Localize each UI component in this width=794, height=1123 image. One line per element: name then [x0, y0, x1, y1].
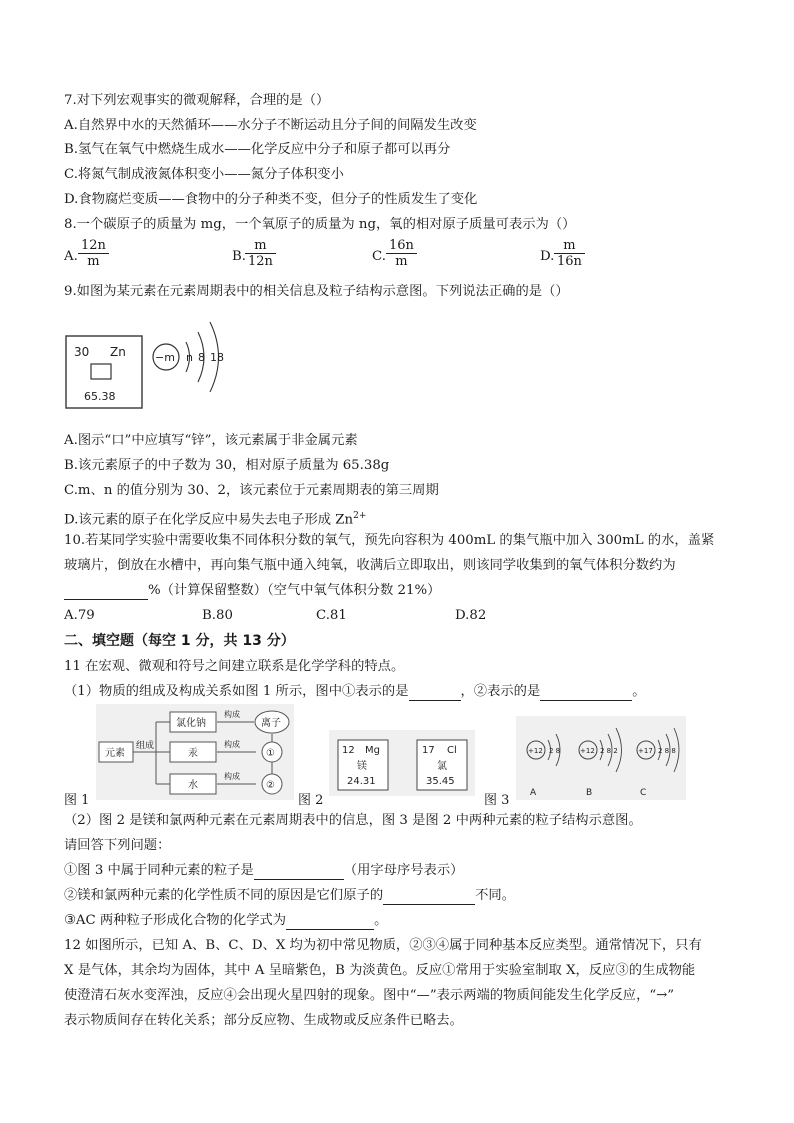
fig1-water-label: 水 — [188, 780, 198, 791]
q8-c-denominator: m — [395, 254, 408, 269]
fig2-mg-mass: 24.31 — [347, 776, 376, 787]
q8-option-d-label: D. — [540, 249, 555, 264]
fig2-mg-number: 12 — [342, 745, 355, 756]
figure-2-caption: 图 2 — [298, 793, 324, 808]
q11-blank-4[interactable] — [383, 890, 475, 905]
q8-option-a-label: A. — [64, 249, 78, 264]
q7-stem: 7.对下列宏观事实的微观解释，合理的是（） — [64, 93, 330, 108]
q11-sub2-text-a: ②镁和氯两种元素的化学性质不同的原因是它们原子的 — [64, 888, 384, 903]
q9-option-d-text: D.该元素的原子在化学反应中易失去电子形成 Zn — [64, 512, 354, 528]
q9-atomic-mass: 65.38 — [84, 390, 116, 403]
q11-stem: 11 在宏观、微观和符号之间建立联系是化学学科的特点。 — [64, 659, 405, 674]
q9-option-d — [64, 507, 366, 529]
q8-option-b-label: B. — [232, 249, 246, 264]
q11-part1-text-c: 。 — [632, 684, 646, 699]
q11-blank-1[interactable] — [409, 686, 461, 701]
q9-name-blank-box — [91, 364, 111, 379]
fig1-circle-2-label: ② — [266, 780, 275, 791]
fig3-b-label: B — [586, 788, 593, 798]
figure-3-caption: 图 3 — [484, 793, 510, 808]
q9-shell-18: 18 — [210, 351, 224, 364]
q9-figure — [60, 318, 250, 418]
q12-line1: 12 如图所示，已知 A、B、C、D、X 均为初中常见物质，②③④属于同种基本反应类型。通常情况下，只有 — [64, 938, 702, 953]
q7-option-d: D.食物腐烂变质——食物中的分子种类不变，但分子的性质发生了变化 — [64, 192, 478, 207]
q9-option-d-superscript: 2+ — [353, 511, 367, 521]
q11-sub3 — [64, 912, 387, 930]
fig3-a-label: A — [530, 788, 537, 798]
q8-d-denominator: 16n — [557, 254, 582, 269]
section-2-heading: 二、填空题（每空 1 分，共 13 分） — [64, 633, 295, 649]
q8-b-numerator: m — [245, 238, 276, 254]
q8-option-c-fraction — [386, 238, 417, 269]
q11-part1 — [64, 683, 646, 701]
fig2-mg-name: 镁 — [357, 761, 367, 772]
fig1-element-label: 元素 — [105, 748, 125, 759]
q9-element-symbol: Zn — [110, 345, 126, 359]
q8-stem: 8.一个碳原子的质量为 mg，一个氧原子的质量为 ng，氧的相对原子质量可表示为（） — [64, 217, 576, 232]
q11-part1-text-b: ，②表示的是 — [460, 684, 541, 699]
fig1-goucheng-bottom: 构成 — [224, 772, 240, 781]
q11-ask: 请回答下列问题： — [64, 838, 171, 853]
fig1-goucheng-mid: 构成 — [224, 740, 240, 749]
fig3-a-charge: +12 — [528, 747, 543, 755]
fig2-mg-symbol: Mg — [365, 745, 380, 756]
q9-stem: 9.如图为某元素在元素周期表中的相关信息及粒子结构示意图。下列说法正确的是（） — [64, 284, 569, 299]
q11-blank-3[interactable] — [254, 865, 344, 880]
q8-option-a-fraction — [78, 238, 109, 269]
q9-option-b: B.该元素原子的中子数为 30，相对原子质量为 65.38g — [64, 458, 390, 473]
q11-sub2 — [64, 887, 515, 905]
q7-option-b: B.氢气在氧气中燃烧生成水——化学反应中分子和原子都可以再分 — [64, 142, 451, 157]
q8-a-denominator: m — [87, 254, 100, 269]
fig1-circle-1-label: ① — [266, 748, 275, 759]
figure-1-caption: 图 1 — [64, 793, 90, 808]
q11-part2: （2）图 2 是镁和氯两种元素在元素周期表中的信息，图 3 是图 2 中两种元素的粒子结构示意图。 — [64, 813, 642, 828]
q10-stem-line3 — [64, 582, 440, 600]
fig2-cl-mass: 35.45 — [426, 776, 455, 787]
q7-option-a: A.自然界中水的天然循环——水分子不断运动且分子间的间隔发生改变 — [64, 118, 477, 133]
q9-atomic-number: 30 — [74, 345, 90, 359]
q11-sub1 — [64, 862, 463, 880]
q12-line4: 表示物质间存在转化关系；部分反应物、生成物或反应条件已略去。 — [64, 1013, 463, 1028]
q8-a-numerator: 12n — [78, 238, 109, 254]
fig3-b-electrons: 2 8 2 — [600, 747, 618, 755]
fig3-c-electrons: 2 8 8 — [658, 747, 676, 755]
fig1-mercury-label: 汞 — [188, 748, 198, 759]
q11-blank-2[interactable] — [540, 686, 632, 701]
q9-shell-8: 8 — [198, 351, 205, 364]
q8-option-d-fraction — [554, 238, 585, 269]
q10-stem-line3-text: %（计算保留整数）（空气中氧气体积分数 21%） — [148, 583, 441, 598]
q7-option-c: C.将氮气制成液氮体积变小——氮分子体积变小 — [64, 167, 344, 182]
fig3-b-charge: +12 — [580, 747, 595, 755]
q10-option-a: A.79 — [64, 608, 95, 623]
fig1-goucheng-top: 构成 — [224, 710, 240, 719]
q8-option-b-fraction — [245, 238, 276, 269]
fig1-nacl-label: 氯化钠 — [176, 718, 206, 729]
q10-option-d: D.82 — [455, 608, 487, 623]
figure-3-diagram — [516, 716, 686, 800]
q8-c-numerator: 16n — [386, 238, 417, 254]
fig3-c-label: C — [640, 788, 647, 798]
q10-stem-line2: 玻璃片，倒放在水槽中，再向集气瓶中通入纯氧，收满后立即取出，则该同学收集到的氧气体积分数约为 — [64, 558, 676, 573]
q8-d-numerator: m — [554, 238, 585, 254]
q10-option-b: B.80 — [202, 608, 233, 623]
figure-1-diagram — [96, 704, 294, 800]
fig2-cl-symbol: Cl — [447, 745, 457, 756]
q11-part1-text-a: （1）物质的组成及构成关系如图 1 所示，图中①表示的是 — [64, 684, 409, 699]
q11-blank-5[interactable] — [286, 915, 374, 930]
q10-option-c: C.81 — [316, 608, 347, 623]
q11-sub1-text-a: ①图 3 中属于同种元素的粒子是 — [64, 863, 254, 878]
fig3-a-electrons: 2 8 — [549, 747, 561, 755]
fig3-c-charge: +17 — [638, 747, 653, 755]
figure-2-diagram — [329, 730, 475, 796]
q9-option-a: A.图示“口”中应填写“锌”，该元素属于非金属元素 — [64, 433, 358, 448]
q11-sub2-text-b: 不同。 — [475, 888, 516, 903]
fig1-ion-label: 离子 — [261, 718, 281, 729]
q8-option-c-label: C. — [372, 249, 386, 264]
q11-sub3-text-b: 。 — [374, 913, 388, 928]
q10-answer-blank[interactable] — [64, 585, 148, 600]
q11-sub3-text-a: ③AC 两种粒子形成化合物的化学式为 — [64, 913, 287, 928]
q11-sub1-text-b: （用字母序号表示） — [343, 863, 464, 878]
q12-line2: X 是气体，其余均为固体，其中 A 呈暗紫色，B 为淡黄色。反应①常用于实验室制取 X，反应③的生成物能 — [64, 963, 696, 978]
q8-b-denominator: 12n — [248, 254, 273, 269]
fig1-zucheng-label: 组成 — [136, 741, 155, 751]
q10-stem-line1: 10.若某同学实验中需要收集不同体积分数的氧气，预先向容积为 400mL 的集气瓶中加入 300mL 的水，盖紧 — [64, 533, 715, 548]
fig2-cl-name: 氯 — [437, 761, 447, 772]
q9-option-c: C.m、n 的值分别为 30、2，该元素位于元素周期表的第三周期 — [64, 483, 439, 498]
q12-line3: 使澄清石灰水变浑浊，反应④会出现火星四射的现象。图中“—”表示两端的物质间能发生化学反应，“→” — [64, 988, 675, 1003]
fig2-cl-number: 17 — [422, 745, 435, 756]
q9-nucleus-charge: −m — [155, 351, 175, 364]
q9-shell-n: n — [186, 351, 193, 364]
